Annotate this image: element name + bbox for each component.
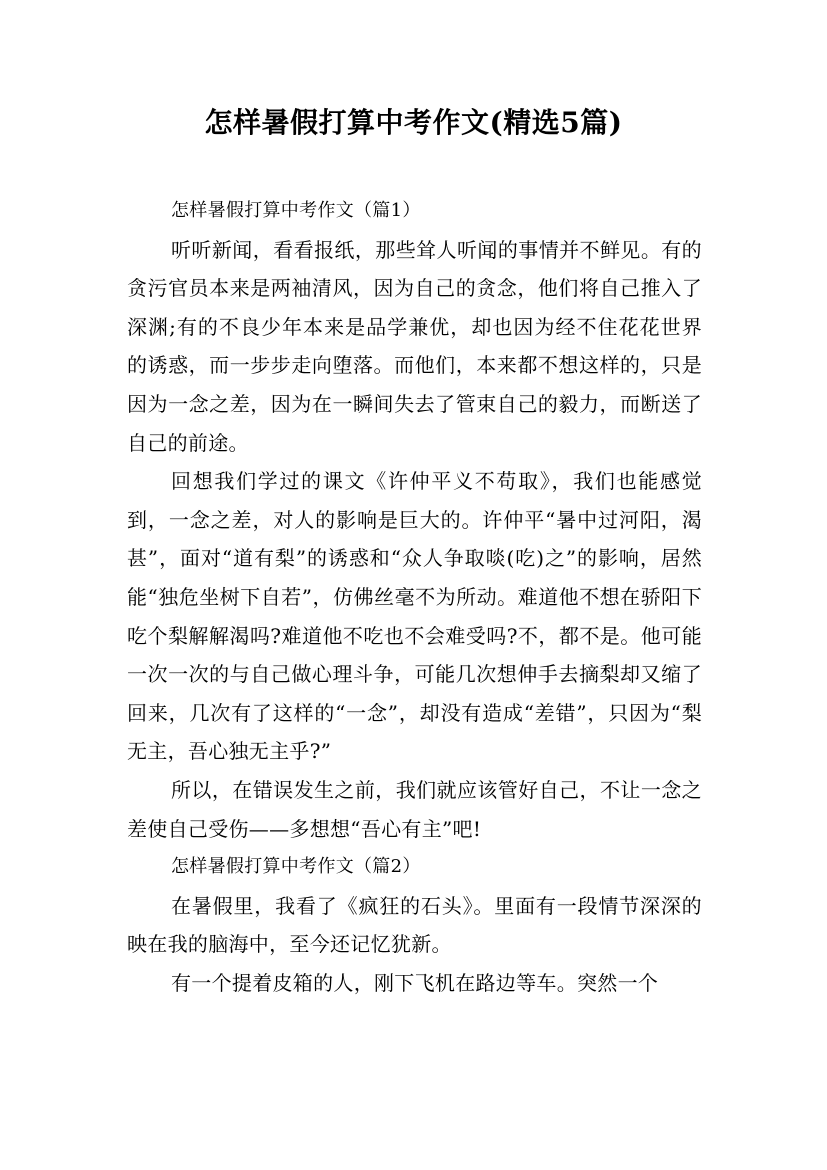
paragraph: 所以，在错误发生之前，我们就应该管好自己，不让一念之差使自己受伤——多想想“吾心有主”吧! <box>127 777 702 841</box>
paragraph: 在暑假里，我看了《疯狂的石头》。里面有一段情节深深的映在我的脑海中，至今还记忆犹新。 <box>127 893 702 957</box>
section-heading-1: 怎样暑假打算中考作文（篇1） <box>171 200 421 221</box>
document-title: 怎样暑假打算中考作文(精选5篇) <box>204 106 623 139</box>
section-heading-2: 怎样暑假打算中考作文（篇2） <box>171 856 421 878</box>
paragraph: 回想我们学过的课文《许仲平义不苟取》，我们也能感觉到，一念之差，对人的影响是巨大的。许仲平“暑中过河阳，渴甚”，面对“道有梨”的诱惑和“众人争取啖(吃)之”的影响，居然能“独危坐树下自若”，仿佛丝毫不为所动。难道他不想在骄阳下吃个梨解解渴吗?难道他不吃也不会难受吗?不，都不是。他可能一次一次的与自己做心理斗争，可能几次想伸手去摘梨却又缩了回来，几次有了这样的“一念”，却没有造成“差错”，只因为“梨无主，吾心独无主乎?” <box>127 469 702 764</box>
document-body <box>127 192 702 1002</box>
paragraph: 有一个提着皮箱的人，刚下飞机在路边等车。突然一个 <box>171 970 659 995</box>
paragraph: 听听新闻，看看报纸，那些耸人听闻的事情并不鲜见。有的贪污官员本来是两袖清风，因为自己的贪念，他们将自己推入了深渊;有的不良少年本来是品学兼优，却也因为经不住花花世界的诱惑，而一步步走向堕落。而他们，本来都不想这样的，只是因为一念之差，因为在一瞬间失去了管束自己的毅力，而断送了自己的前途。 <box>127 237 702 455</box>
